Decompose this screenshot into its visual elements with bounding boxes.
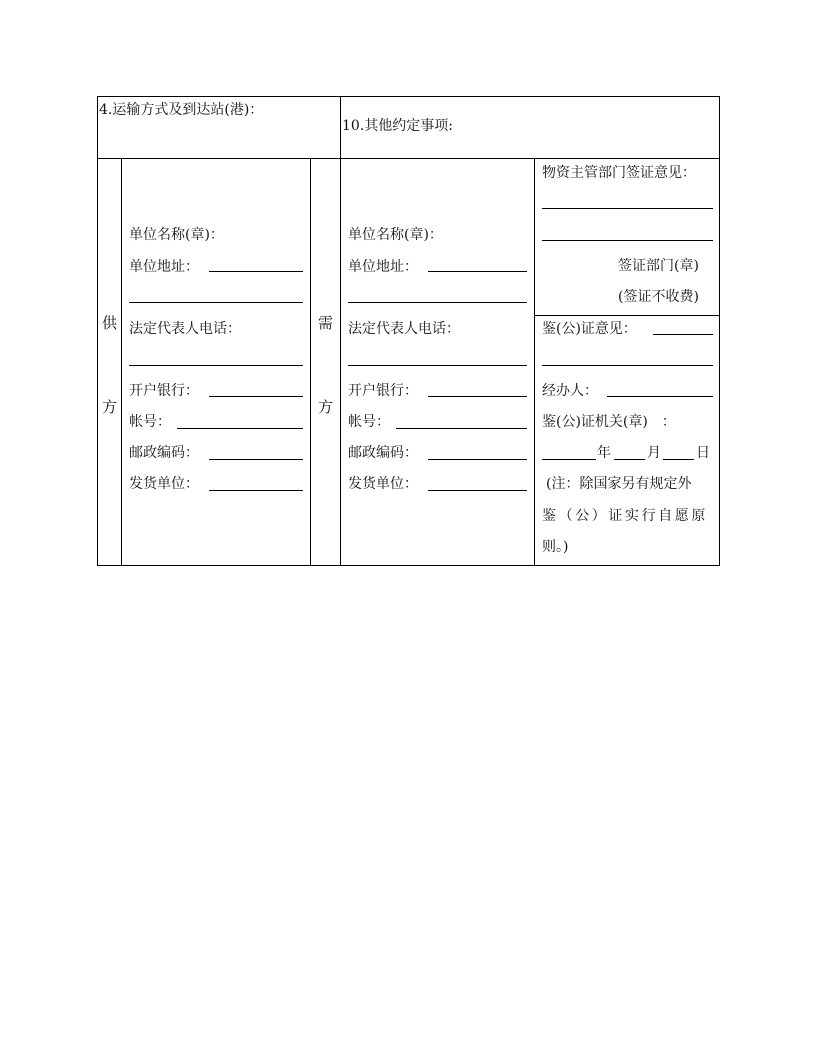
- notary-year-field[interactable]: [542, 459, 596, 460]
- supplier-legal-rep-label: 法定代表人电话：: [129, 321, 241, 337]
- notary-note-line-1: (注：除国家另有规定外: [546, 476, 692, 492]
- notary-opinion-field-2[interactable]: [542, 365, 713, 366]
- supplier-bank-field[interactable]: [209, 396, 303, 397]
- approval-line-1[interactable]: [542, 208, 713, 209]
- approval-title: 物资主管部门签证意见：: [542, 165, 696, 181]
- notary-note-line-3: 则。): [542, 539, 569, 555]
- other-terms-label: 10.其他约定事项:: [342, 118, 453, 134]
- notary-org-label: 鉴(公)证机关(章) ：: [542, 414, 676, 430]
- supplier-ship-unit-label: 发货单位：: [129, 476, 199, 492]
- supplier-account-field[interactable]: [177, 428, 303, 429]
- supplier-bank-label: 开户银行：: [129, 383, 199, 399]
- approval-dept-label: 签证部门(章): [618, 258, 699, 274]
- supplier-postcode-field[interactable]: [209, 459, 303, 460]
- buyer-postcode-label: 邮政编码：: [348, 445, 418, 461]
- buyer-bank-field[interactable]: [428, 396, 527, 397]
- notary-handler-field[interactable]: [607, 396, 713, 397]
- supplier-account-label: 帐号：: [129, 414, 171, 430]
- supplier-postcode-label: 邮政编码：: [129, 445, 199, 461]
- buyer-address-field-2[interactable]: [348, 302, 527, 303]
- buyer-unit-name-label: 单位名称(章)：: [348, 227, 443, 243]
- buyer-bank-label: 开户银行：: [348, 383, 418, 399]
- supplier-ship-unit-field[interactable]: [209, 490, 303, 491]
- transport-label: 4.运输方式及到达站(港)：: [99, 102, 264, 118]
- notary-opinion-field[interactable]: [653, 334, 713, 335]
- supplier-unit-name-label: 单位名称(章)：: [129, 227, 224, 243]
- supplier-address-field[interactable]: [209, 271, 303, 272]
- notary-month-label: 月: [647, 445, 661, 461]
- supplier-side-char-1: 供: [102, 314, 118, 332]
- buyer-account-label: 帐号：: [348, 414, 390, 430]
- buyer-side-char-2: 方: [318, 398, 334, 416]
- supplier-address-label: 单位地址：: [129, 259, 199, 275]
- supplier-side-char-2: 方: [102, 398, 118, 416]
- buyer-ship-unit-field[interactable]: [428, 490, 527, 491]
- buyer-address-label: 单位地址：: [348, 259, 418, 275]
- notary-handler-label: 经办人：: [542, 383, 598, 399]
- notary-day-field[interactable]: [663, 459, 694, 460]
- supplier-legal-rep-field[interactable]: [129, 365, 303, 366]
- buyer-postcode-field[interactable]: [428, 459, 527, 460]
- buyer-side-char-1: 需: [318, 314, 334, 332]
- notary-day-label: 日: [696, 445, 710, 461]
- supplier-address-field-2[interactable]: [129, 302, 303, 303]
- notary-opinion-label: 鉴(公)证意见：: [542, 321, 637, 337]
- buyer-account-field[interactable]: [396, 428, 527, 429]
- notary-year-label: 年: [597, 445, 611, 461]
- notary-month-field[interactable]: [614, 459, 645, 460]
- approval-line-2[interactable]: [542, 240, 713, 241]
- notary-note-line-2: 鉴（公）证实行自愿原: [542, 508, 708, 524]
- buyer-legal-rep-label: 法定代表人电话：: [348, 321, 460, 337]
- approval-free-label: (签证不收费): [618, 289, 699, 305]
- buyer-legal-rep-field[interactable]: [348, 365, 527, 366]
- buyer-address-field[interactable]: [428, 271, 527, 272]
- buyer-ship-unit-label: 发货单位：: [348, 476, 418, 492]
